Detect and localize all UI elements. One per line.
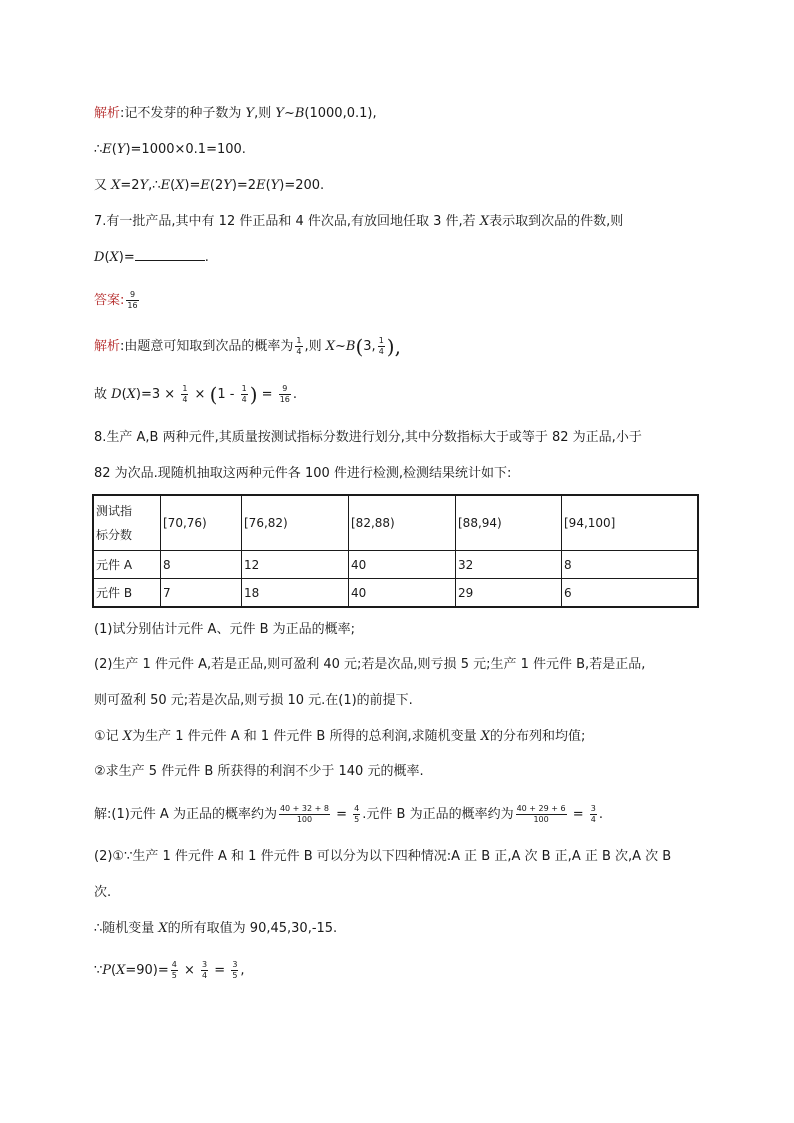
table-header-cell: [88,94) [456,495,562,551]
answer-label: 答案 [94,293,121,308]
table-row-label: 元件 B [93,579,161,608]
table-header-cell: [94,100] [562,495,699,551]
table-header-label: 测试指 标分数 [93,495,161,551]
answer-blank [135,248,205,261]
solution-label: 解析 [94,339,121,354]
table-cell: 12 [242,551,349,579]
answer-7: 答案: $\frac{9}{16}$ [94,290,138,310]
question-7-blank-line: D(X)= . [94,250,209,265]
test-score-table [92,494,699,608]
solution-8-line-2: (2)①∵生产 1 件元件 A 和 1 件元件 B 可以分为以下四种情况:A 正 B 正,A 次 B 正,A 正 B 次,A 次 B [94,849,672,864]
table-header-cell: [76,82) [242,495,349,551]
solution-6-line-1: 解析:记不发芽的种子数为 Y,则 Y~B(1000,0.1), [94,106,377,121]
answer-fraction: $\frac{9}{16}$ [127,290,138,310]
solution-8-line-1: 解:(1)元件 A 为正品的概率约为 $\frac{40 + 32 + 8}{100}$ = $\frac{4}{5}$ .元件 B 为正品的概率约为 $\frac{40 + 29 + 6}{100}$ = $\frac{3}{4}$ . [94,804,604,824]
table-cell: 7 [161,579,242,608]
table-cell: 29 [456,579,562,608]
solution-7-line-1: 解析:由题意可知取到次品的概率为 $\frac{1}{4}$ ,则 X~B(3, $\frac{1}{4}$ ), [94,334,401,359]
sub-question-1: ①记 X为生产 1 件元件 A 和 1 件元件 B 所得的总利润,求随机变量 X的分布列和均值; [94,729,586,744]
solution-6-line-3: 又 X=2Y,∴E(X)=E(2Y)=2E(Y)=200. [94,178,325,193]
part-2-line-2: 则可盈利 50 元;若是次品,则亏损 10 元.在(1)的前提下. [94,693,413,708]
part-2-line-1: (2)生产 1 件元件 A,若是正品,则可盈利 40 元;若是次品,则亏损 5 元;生产 1 件元件 B,若是正品, [94,657,646,672]
solution-8-line-4: ∴随机变量 X的所有取值为 90,45,30,-15. [94,921,338,936]
table-cell: 32 [456,551,562,579]
solution-8-line-5: ∵P(X=90)= $\frac{4}{5}$ × $\frac{3}{4}$ = $\frac{3}{5}$ , [94,960,245,980]
table-row-label: 元件 A [93,551,161,579]
sub-question-2: ②求生产 5 件元件 B 所获得的利润不少于 140 元的概率. [94,764,424,779]
solution-8-line-3: 次. [94,885,112,900]
part-1: (1)试分别估计元件 A、元件 B 为正品的概率; [94,622,356,637]
table-cell: 40 [349,579,456,608]
table-cell: 8 [161,551,242,579]
table-header-cell: [70,76) [161,495,242,551]
table-row [93,551,698,579]
table-header-cell: [82,88) [349,495,456,551]
question-8-line-1: 8.生产 A,B 两种元件,其质量按测试指标分数进行划分,其中分数指标大于或等于 82 为正品,小于 [94,430,642,445]
table-cell: 8 [562,551,699,579]
solution-6-line-2: ∴E(Y)=1000×0.1=100. [94,142,246,157]
question-7-text: 7.有一批产品,其中有 12 件正品和 4 件次品,有放回地任取 3 件,若 X表示取到次品的件数,则 [94,214,624,229]
table-row [93,579,698,608]
table-cell: 18 [242,579,349,608]
question-8-line-2: 82 为次品.现随机抽取这两种元件各 100 件进行检测,检测结果统计如下: [94,466,512,481]
solution-7-line-2: 故 D(X)=3 × $\frac{1}{4}$ × (1 - $\frac{1}{4}$ ) = $\frac{9}{16}$ . [94,382,298,407]
solution-label: 解析 [94,106,121,121]
table-cell: 6 [562,579,699,608]
table-cell: 40 [349,551,456,579]
table-header-row [93,495,698,551]
